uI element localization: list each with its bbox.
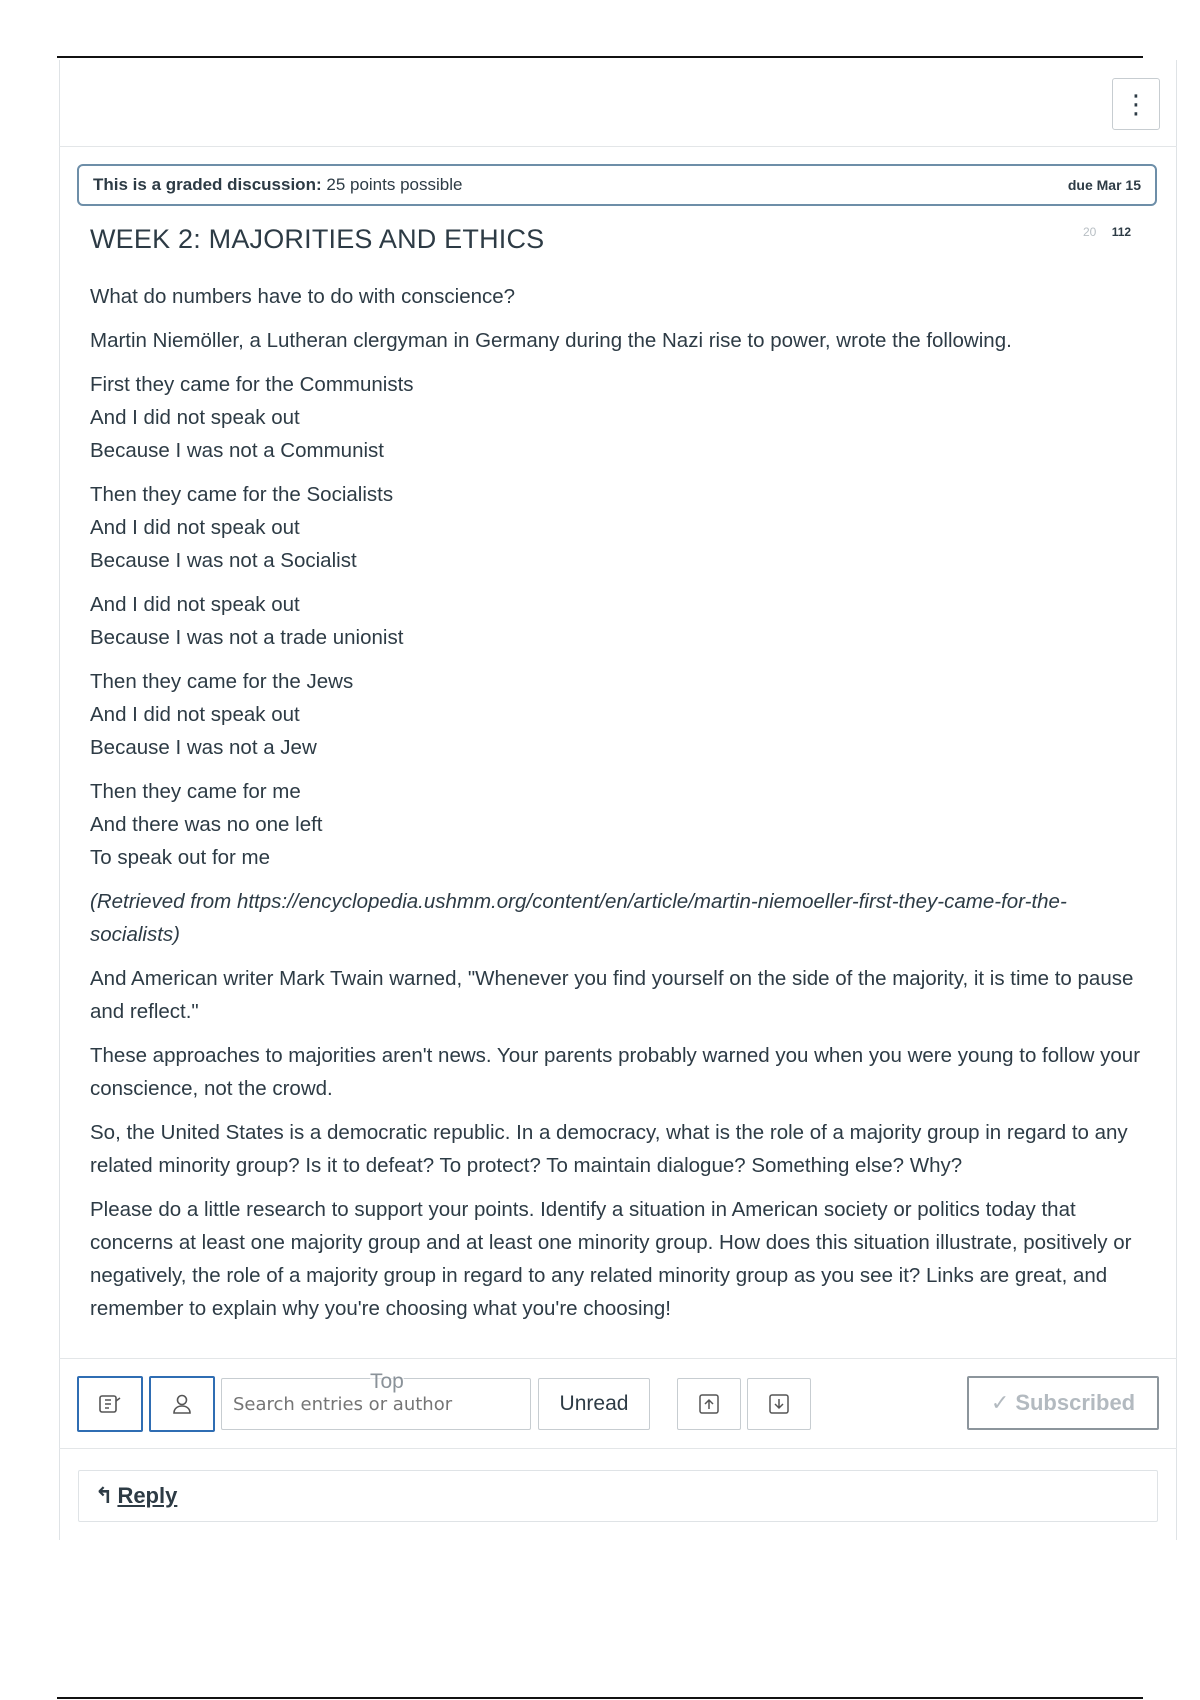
poem-line: And I did not speak out: [90, 593, 300, 616]
header-divider: [59, 146, 1177, 147]
poem-line: And I did not speak out: [90, 406, 300, 429]
reply-icon: ↰: [95, 1483, 114, 1508]
poem-stanza: [90, 368, 1150, 467]
topic-body: [90, 280, 1150, 1336]
intro-paragraph: What do numbers have to do with conscience?: [90, 285, 516, 308]
poem-line: Because I was not a trade unionist: [90, 626, 404, 649]
poem-line: First they came for the Communists: [90, 373, 414, 396]
poem: [90, 368, 1150, 874]
poem-line: Because I was not a Jew: [90, 736, 317, 759]
poem-stanza: [90, 588, 1150, 654]
question-paragraph: So, the United States is a democratic republic. In a democracy, what is the role of a majority group in regard to any related minority group? Is it to defeat? To protect? To maintain dialogue? Something else? Why?: [90, 1121, 1128, 1177]
page-title: WEEK 2: MAJORITIES AND ETHICS: [90, 224, 545, 254]
subscribed-button[interactable]: [967, 1376, 1159, 1430]
toggle-view-button[interactable]: [77, 1376, 143, 1432]
poem-line: Then they came for me: [90, 780, 301, 803]
poem-line: Because I was not a Socialist: [90, 549, 357, 572]
toolbar-bottom-divider: [59, 1448, 1177, 1449]
reply-button[interactable]: [78, 1470, 1158, 1522]
toolbar-top-divider: [59, 1358, 1177, 1359]
poem-stanza: [90, 665, 1150, 764]
poem-line: And I did not speak out: [90, 703, 300, 726]
checkmark-icon: ✓: [990, 1390, 1010, 1415]
filter-by-author-button[interactable]: [149, 1376, 215, 1432]
discussion-toolbar: [77, 1376, 1159, 1432]
reply-counts: [1083, 225, 1131, 239]
view-toggle-icon: [97, 1391, 123, 1417]
citation: (Retrieved from https://encyclopedia.ushmm.org/content/en/article/martin-niemoeller-first-they-came-for-the-socialists): [90, 890, 1067, 946]
expand-all-button[interactable]: [747, 1378, 811, 1430]
instructions-paragraph: Please do a little research to support your points. Identify a situation in American society or politics today that concerns at least one majority group and at least one minority group. How does this situation illustrate, positively or negatively, the role of a majority group in regard to any related minority group as you see it? Links are great, and remember to explain why you're choosing what you're choosing!: [90, 1198, 1132, 1320]
page-top-rule: [57, 56, 1143, 58]
collapse-all-button[interactable]: [677, 1378, 741, 1430]
options-menu-button[interactable]: [1112, 78, 1160, 130]
niemoller-intro-paragraph: Martin Niemöller, a Lutheran clergyman in Germany during the Nazi rise to power, wrote the following.: [90, 329, 1012, 352]
poem-line: Then they came for the Socialists: [90, 483, 394, 506]
user-icon: [170, 1392, 194, 1416]
poem-stanza: [90, 775, 1150, 874]
unread-count: 20: [1083, 225, 1097, 239]
total-count: 112: [1111, 225, 1132, 239]
poem-line: Because I was not a Communist: [90, 439, 384, 462]
page-bottom-rule: [57, 1697, 1143, 1699]
approaches-paragraph: These approaches to majorities aren't news. Your parents probably warned you when you were young to follow your conscience, not the crowd.: [90, 1044, 1141, 1100]
graded-prefix: This is a graded discussion:: [93, 175, 322, 194]
points-possible: 25 points possible: [326, 175, 463, 194]
poem-line: And there was no one left: [90, 813, 323, 836]
poem-line: Then they came for the Jews: [90, 670, 354, 693]
twain-paragraph: And American writer Mark Twain warned, "Whenever you find yourself on the side of the majority, it is time to pause and reflect.": [90, 967, 1134, 1023]
poem-line: To speak out for me: [90, 846, 271, 869]
graded-info: [93, 175, 462, 195]
subscribed-label: Subscribed: [1015, 1390, 1136, 1415]
kebab-vertical-icon: ⋮: [1123, 89, 1149, 119]
poem-stanza: [90, 478, 1150, 577]
due-date: due Mar 15: [1067, 177, 1141, 193]
unread-filter-label: Unread: [559, 1392, 629, 1415]
top-tooltip[interactable]: Top: [370, 1370, 404, 1393]
arrow-down-box-icon: [768, 1393, 790, 1415]
graded-discussion-banner: [77, 164, 1157, 206]
unread-filter-button[interactable]: [538, 1378, 650, 1430]
arrow-up-box-icon: [698, 1393, 720, 1415]
reply-label: Reply: [117, 1483, 178, 1508]
poem-line: And I did not speak out: [90, 516, 300, 539]
